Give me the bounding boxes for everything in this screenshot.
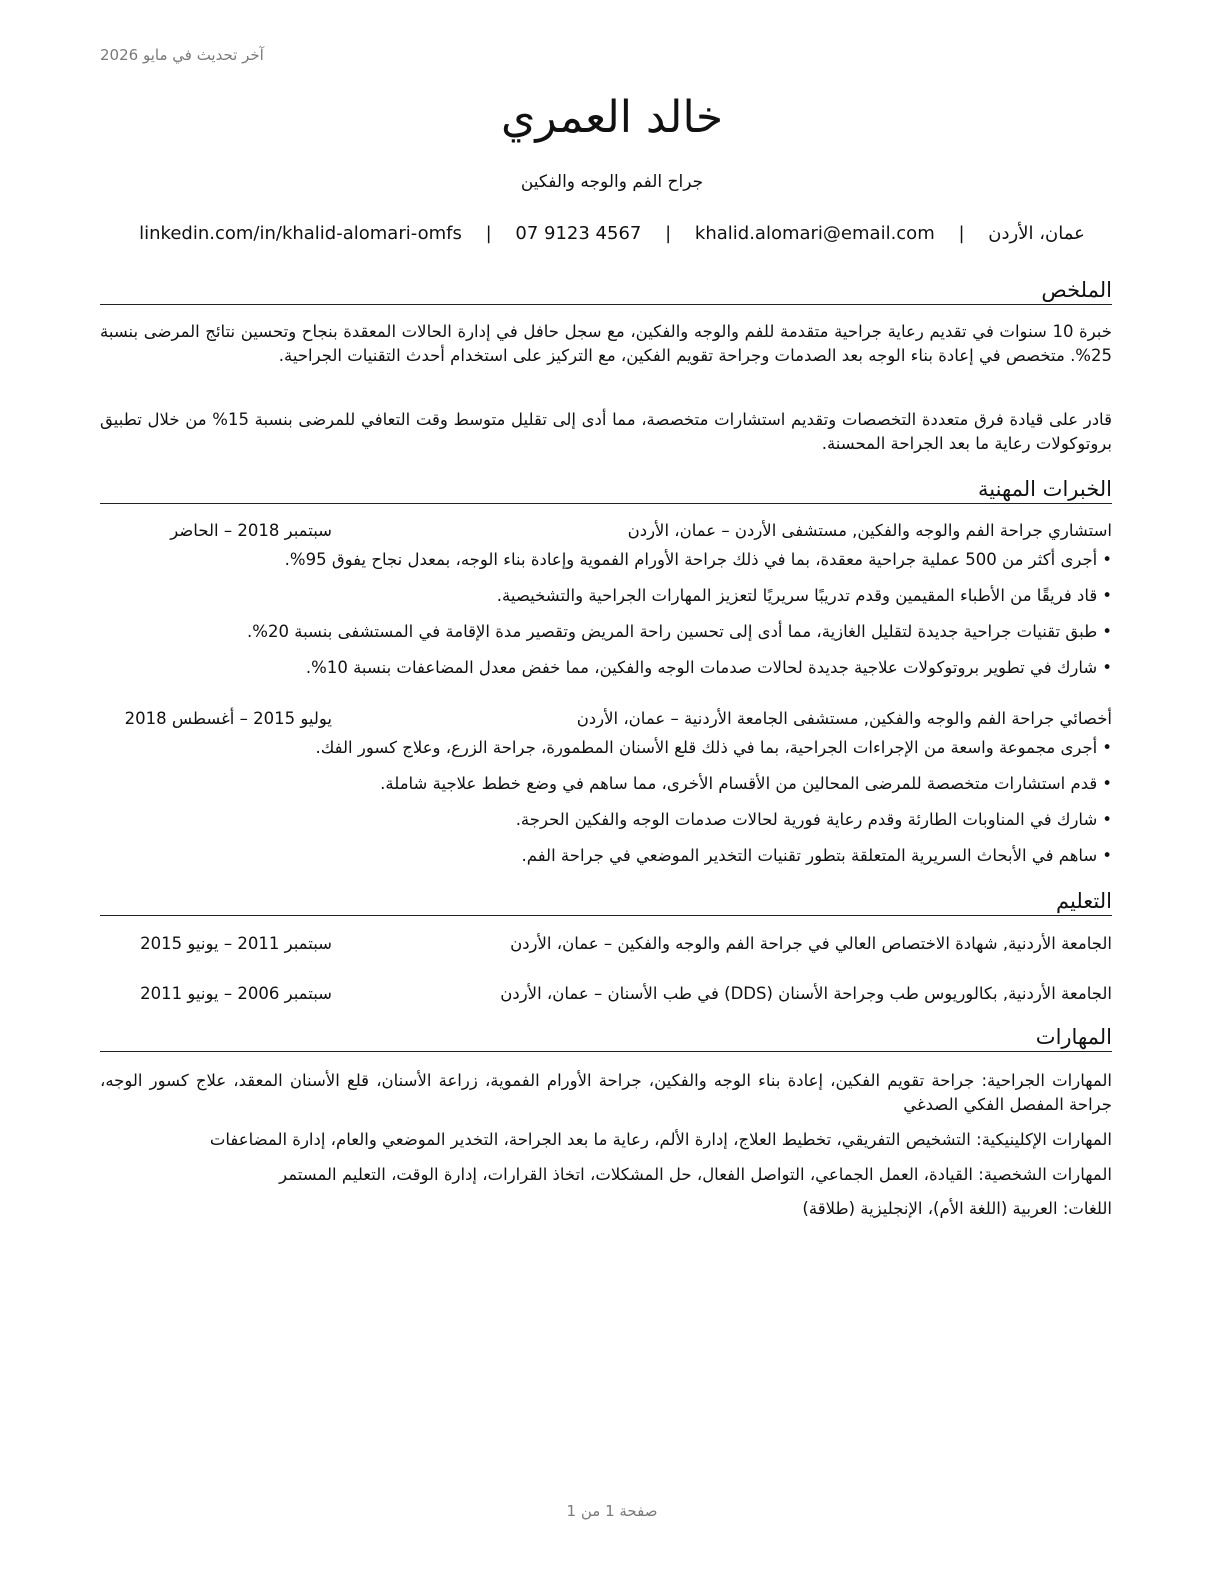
list-item: •طبق تقنيات جراحية جديدة لتقليل الغازية، مما أدى إلى تحسين راحة المريض وتقصير مدة الإقامة في المستشفى بنسبة 20%. (247, 622, 1112, 641)
candidate-name: خالد العمري (500, 92, 724, 143)
section-heading-summary: الملخص (100, 277, 1112, 305)
page-number: صفحة 1 من 1 (566, 1502, 658, 1520)
contact-line (0, 223, 1224, 244)
skills-item: المهارات الإكلينيكية: التشخيص التفريقي، تخطيط العلاج، إدارة الألم، رعاية ما بعد الجراحة، التخدير الموضعي والعام، إدارة المضاعفات (209, 1130, 1112, 1149)
summary-paragraph: خبرة 10 سنوات في تقديم رعاية جراحية متقدمة للفم والوجه والفكين، مع سجل حافل في إدارة الحالات المعقدة بنجاح وتحسين نتائج المرضى بنسبة 25%. متخصص في إعادة بناء الوجه بعد الصدمات وجراحة تقويم الفكين، مع التركيز على استخدام أحدث التقنيات الجراحية. (100, 322, 1112, 365)
job-bullets (100, 548, 1112, 692)
contact-separator: | (485, 223, 492, 244)
section-heading-experience: الخبرات المهنية (100, 476, 1112, 504)
summary-paragraph: قادر على قيادة فرق متعددة التخصصات وتقديم استشارات متخصصة، مما أدى إلى تقليل متوسط وقت التعافي للمرضى بنسبة 15% من خلال تطبيق بروتوكولات رعاية ما بعد الجراحة المحسنة. (100, 410, 1112, 453)
contact-email[interactable]: khalid.alomari@email.com (694, 223, 935, 244)
list-item: •قدم استشارات متخصصة للمرضى المحالين من الأقسام الأخرى، مما ساهم في وضع خطط علاجية شاملة. (380, 774, 1112, 793)
job-role: أخصائي جراحة الفم والوجه والفكين, مستشفى الجامعة الأردنية – عمان، الأردن (576, 709, 1112, 728)
skills-item: اللغات: العربية (اللغة الأم)، الإنجليزية (طلاقة) (802, 1199, 1112, 1218)
job-role: استشاري جراحة الفم والوجه والفكين, مستشفى الأردن – عمان، الأردن (627, 521, 1112, 540)
contact-phone[interactable]: 07 9123 4567 (515, 223, 642, 244)
section-heading-skills: المهارات (100, 1024, 1112, 1052)
contact-separator: | (958, 223, 965, 244)
contact-linkedin[interactable]: linkedin.com/in/khalid-alomari-omfs (139, 223, 462, 244)
education-degree: الجامعة الأردنية, بكالوريوس طب وجراحة الأسنان (DDS) في طب الأسنان – عمان، الأردن (500, 984, 1112, 1003)
list-item: •قاد فريقًا من الأطباء المقيمين وقدم تدريبًا سريريًا لتعزيز المهارات الجراحية والتشخيصية. (496, 586, 1112, 605)
skills-item: المهارات الشخصية: القيادة، العمل الجماعي، التواصل الفعال، حل المشكلات، اتخاذ القرارات، إدارة الوقت، التعليم المستمر (279, 1165, 1112, 1184)
list-item: •شارك في المناوبات الطارئة وقدم رعاية فورية لحالات صدمات الوجه والفكين الحرجة. (515, 810, 1112, 829)
contact-separator: | (665, 223, 672, 244)
job-bullets (100, 736, 1112, 880)
education-dates: سبتمبر 2006 – يونيو 2011 (140, 984, 332, 1003)
last-updated-note: آخر تحديث في مايو 2026 (100, 46, 264, 64)
job-dates: يوليو 2015 – أغسطس 2018 (124, 709, 332, 728)
list-item: •أجرى مجموعة واسعة من الإجراءات الجراحية، بما في ذلك قلع الأسنان المطمورة، جراحة الزرع، وعلاج كسور الفك. (315, 738, 1112, 757)
contact-location: عمان، الأردن (988, 223, 1085, 244)
job-dates: سبتمبر 2018 – الحاضر (170, 521, 332, 540)
education-dates: سبتمبر 2011 – يونيو 2015 (140, 934, 332, 953)
education-degree: الجامعة الأردنية, شهادة الاختصاص العالي في جراحة الفم والوجه والفكين – عمان، الأردن (510, 934, 1112, 953)
skills-item: المهارات الجراحية: جراحة تقويم الفكين، إعادة بناء الوجه والفكين، جراحة الأورام الفموية، زراعة الأسنان، قلع الأسنان المعقد، علاج كسور الوجه، جراحة المفصل الفكي الصدغي (100, 1071, 1112, 1114)
list-item: •شارك في تطوير بروتوكولات علاجية جديدة لحالات صدمات الوجه والفكين، مما خفض معدل المضاعفات بنسبة 10%. (305, 658, 1112, 677)
list-item: •ساهم في الأبحاث السريرية المتعلقة بتطور تقنيات التخدير الموضعي في جراحة الفم. (521, 846, 1112, 865)
section-heading-education: التعليم (100, 888, 1112, 916)
list-item: •أجرى أكثر من 500 عملية جراحية معقدة، بما في ذلك جراحة الأورام الفموية وإعادة بناء الوجه، بمعدل نجاح يفوق 95%. (284, 550, 1112, 569)
candidate-title: جراح الفم والوجه والفكين (520, 172, 704, 192)
